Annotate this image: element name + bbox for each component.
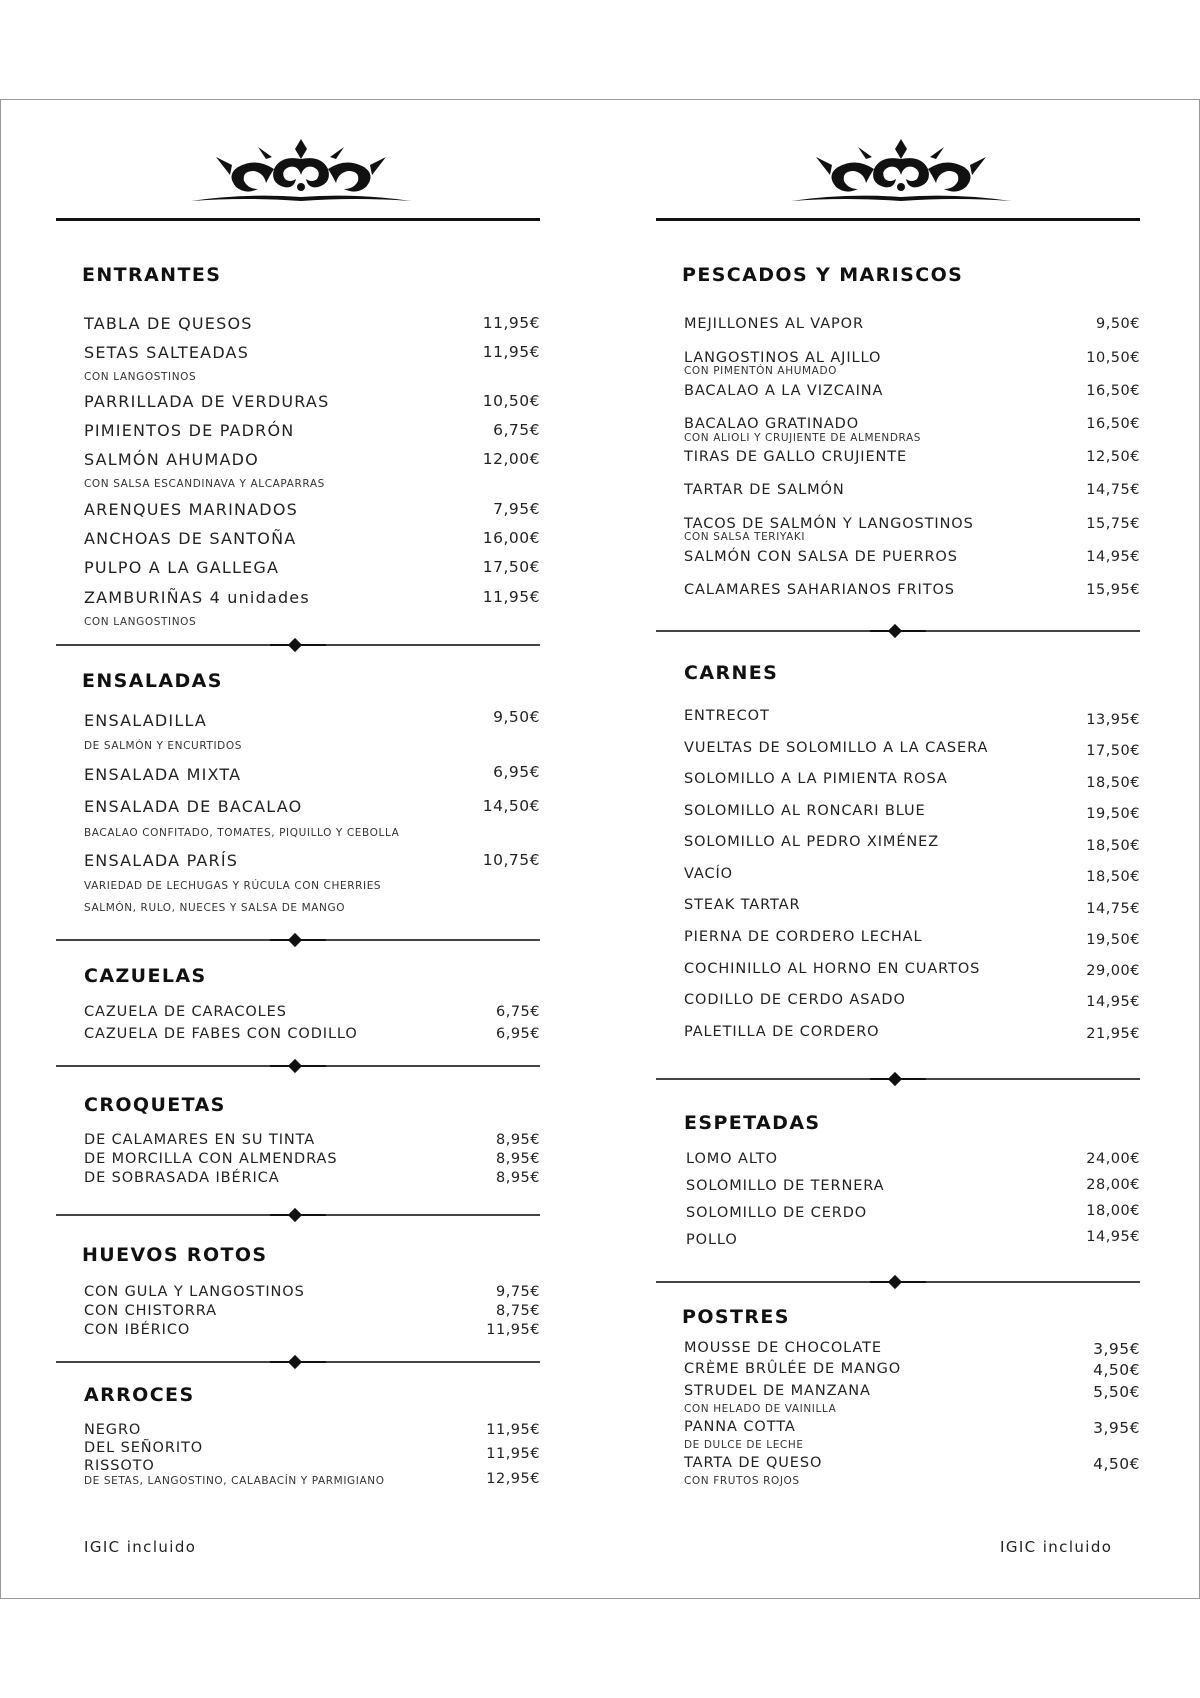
menu-item-price: 8,75€ — [495, 1303, 540, 1319]
menu-item-description: DE SETAS, LANGOSTINO, CALABACÍN Y PARMIGIANO — [84, 1475, 385, 1487]
menu-item-name: BACALAO GRATINADO — [684, 416, 860, 432]
ornament-flourish-icon — [786, 135, 1016, 215]
menu-item-name: BACALAO A LA VIZCAINA — [684, 383, 884, 399]
menu-item-name: NEGRO — [84, 1422, 142, 1438]
menu-item-price: 4,50€ — [1093, 1361, 1140, 1379]
menu-item-name: SOLOMILLO A LA PIMIENTA ROSA — [684, 771, 948, 787]
menu-item-price: 11,95€ — [486, 1422, 540, 1438]
section-divider — [56, 1058, 540, 1074]
menu-item-price: 9,50€ — [493, 708, 540, 726]
menu-item-price: 18,00€ — [1086, 1203, 1140, 1219]
menu-item-name: POLLO — [686, 1232, 738, 1248]
menu-item-name: PIERNA DE CORDERO LECHAL — [684, 929, 923, 945]
menu-item-name: ANCHOAS DE SANTOÑA — [84, 529, 297, 548]
menu-item-price: 3,95€ — [1093, 1340, 1140, 1358]
menu-item-price: 9,50€ — [1095, 316, 1140, 332]
menu-item-description: CON LANGOSTINOS — [84, 371, 197, 383]
section-divider — [56, 1207, 540, 1223]
menu-item-description: CON PIMENTÓN AHUMADO — [684, 365, 837, 377]
menu-item-name: ENSALADA DE BACALAO — [84, 797, 303, 816]
menu-item-name: CALAMARES SAHARIANOS FRITOS — [684, 582, 955, 598]
section-divider — [656, 623, 1140, 639]
menu-item-name: TABLA DE QUESOS — [84, 314, 253, 333]
menu-item-price: 7,95€ — [493, 500, 540, 518]
menu-item-description: DE DULCE DE LECHE — [684, 1439, 804, 1451]
menu-item-name: PANNA COTTA — [684, 1419, 796, 1435]
menu-item-price: 11,95€ — [482, 314, 540, 332]
page-frame-left — [0, 99, 1, 1599]
header-rule — [56, 218, 540, 221]
menu-item-price: 16,50€ — [1086, 416, 1140, 432]
menu-item-name: ENSALADA PARÍS — [84, 851, 239, 870]
section-title-entrantes: ENTRANTES — [82, 264, 222, 286]
menu-item-price: 11,95€ — [486, 1322, 540, 1338]
page-frame-top — [0, 99, 1200, 100]
tax-note: IGIC incluido — [84, 1538, 197, 1556]
menu-item-description: DE SALMÓN Y ENCURTIDOS — [84, 740, 242, 752]
menu-item-name: MEJILLONES AL VAPOR — [684, 316, 864, 332]
menu-item-name: CON GULA Y LANGOSTINOS — [84, 1284, 305, 1300]
menu-item-name: ENSALADA MIXTA — [84, 765, 242, 784]
menu-item-price: 28,00€ — [1086, 1177, 1140, 1193]
menu-item-price: 10,50€ — [482, 392, 540, 410]
menu-item-name: ARENQUES MARINADOS — [84, 500, 298, 519]
menu-item-price: 11,95€ — [482, 588, 540, 606]
menu-item-price: 8,95€ — [495, 1132, 540, 1148]
menu-item-price: 15,75€ — [1086, 516, 1140, 532]
menu-item-name: CRÈME BRÛLÉE DE MANGO — [684, 1361, 902, 1377]
menu-item-name: TARTA DE QUESO — [684, 1455, 823, 1471]
menu-item-name: PULPO A LA GALLEGA — [84, 558, 280, 577]
section-title-carnes: CARNES — [684, 662, 779, 684]
menu-item-name: DEL SEÑORITO — [84, 1440, 204, 1456]
section-divider — [56, 1354, 540, 1370]
menu-item-price: 11,95€ — [486, 1446, 540, 1462]
section-divider — [656, 1274, 1140, 1290]
menu-item-name: SETAS SALTEADAS — [84, 343, 250, 362]
menu-item-name: PARRILLADA DE VERDURAS — [84, 392, 330, 411]
menu-item-name: MOUSSE DE CHOCOLATE — [684, 1340, 882, 1356]
header-rule — [656, 218, 1140, 221]
menu-item-price: 16,00€ — [482, 529, 540, 547]
menu-item-description: CON LANGOSTINOS — [84, 616, 197, 628]
menu-item-price: 15,95€ — [1086, 582, 1140, 598]
menu-item-name: SOLOMILLO AL PEDRO XIMÉNEZ — [684, 834, 940, 850]
tax-note: IGIC incluido — [1000, 1538, 1113, 1556]
menu-item-price: 17,50€ — [482, 558, 540, 576]
menu-item-name: SALMÓN CON SALSA DE PUERROS — [684, 549, 958, 565]
menu-item-description: BACALAO CONFITADO, TOMATES, PIQUILLO Y CEBOLLA — [84, 827, 400, 839]
menu-item-price: 29,00€ — [1086, 963, 1140, 979]
menu-item-description: CON SALSA ESCANDINAVA Y ALCAPARRAS — [84, 478, 325, 490]
menu-item-description: SALMÓN, RULO, NUECES Y SALSA DE MANGO — [84, 902, 346, 914]
menu-item-price: 6,75€ — [493, 421, 540, 439]
menu-item-name: ZAMBURIÑAS 4 unidades — [84, 588, 310, 607]
section-divider — [656, 1071, 1140, 1087]
section-title-cazuelas: CAZUELAS — [84, 965, 207, 987]
menu-item-price: 14,75€ — [1086, 901, 1140, 917]
menu-item-price: 6,95€ — [493, 763, 540, 781]
menu-item-price: 14,95€ — [1086, 994, 1140, 1010]
section-title-huevos-rotos: HUEVOS ROTOS — [82, 1244, 268, 1266]
menu-item-description: VARIEDAD DE LECHUGAS Y RÚCULA CON CHERRIES — [84, 880, 382, 892]
menu-item-description: CON ALIOLI Y CRUJIENTE DE ALMENDRAS — [684, 432, 922, 444]
menu-item-description: CON HELADO DE VAINILLA — [684, 1403, 837, 1415]
menu-item-name: ENSALADILLA — [84, 711, 208, 730]
menu-item-name: TIRAS DE GALLO CRUJIENTE — [684, 449, 908, 465]
section-title-espetadas: ESPETADAS — [684, 1112, 821, 1134]
menu-item-price: 3,95€ — [1093, 1419, 1140, 1437]
menu-item-name: ENTRECOT — [684, 708, 770, 724]
menu-item-name: LANGOSTINOS AL AJILLO — [684, 350, 882, 366]
menu-item-name: SALMÓN AHUMADO — [84, 450, 259, 469]
section-title-arroces: ARROCES — [84, 1384, 195, 1406]
menu-item-price: 11,95€ — [482, 343, 540, 361]
menu-item-price: 17,50€ — [1086, 743, 1140, 759]
menu-item-price: 10,75€ — [482, 851, 540, 869]
menu-item-name: SOLOMILLO DE TERNERA — [686, 1178, 885, 1194]
menu-item-price: 14,75€ — [1086, 482, 1140, 498]
menu-item-name: DE MORCILLA CON ALMENDRAS — [84, 1151, 338, 1167]
menu-item-price: 6,95€ — [495, 1026, 540, 1042]
menu-item-name: CAZUELA DE FABES CON CODILLO — [84, 1026, 358, 1042]
menu-item-price: 13,95€ — [1086, 712, 1140, 728]
menu-item-price: 8,95€ — [495, 1151, 540, 1167]
menu-item-name: RISSOTO — [84, 1458, 155, 1474]
menu-item-name: COCHINILLO AL HORNO EN CUARTOS — [684, 961, 981, 977]
menu-item-price: 14,95€ — [1086, 549, 1140, 565]
menu-item-name: CON CHISTORRA — [84, 1303, 217, 1319]
menu-item-price: 9,75€ — [495, 1284, 540, 1300]
menu-item-name: LOMO ALTO — [686, 1151, 778, 1167]
ornament-flourish-icon — [186, 135, 416, 215]
menu-item-name: VUELTAS DE SOLOMILLO A LA CASERA — [684, 740, 989, 756]
section-divider — [56, 932, 540, 948]
menu-item-name: CON IBÉRICO — [84, 1322, 191, 1338]
menu-item-price: 12,50€ — [1086, 449, 1140, 465]
menu-item-price: 12,00€ — [482, 450, 540, 468]
menu-item-price: 19,50€ — [1086, 806, 1140, 822]
menu-item-price: 6,75€ — [495, 1004, 540, 1020]
menu-item-price: 5,50€ — [1093, 1383, 1140, 1401]
menu-item-price: 14,50€ — [482, 797, 540, 815]
section-title-pescados: PESCADOS Y MARISCOS — [682, 264, 964, 286]
menu-item-name: PALETILLA DE CORDERO — [684, 1024, 880, 1040]
menu-item-name: TACOS DE SALMÓN Y LANGOSTINOS — [684, 516, 974, 532]
page-frame-bottom — [0, 1598, 1200, 1599]
menu-item-name: STEAK TARTAR — [684, 897, 801, 913]
menu-item-price: 19,50€ — [1086, 932, 1140, 948]
menu-item-price: 18,50€ — [1086, 775, 1140, 791]
menu-item-price: 16,50€ — [1086, 383, 1140, 399]
menu-item-name: STRUDEL DE MANZANA — [684, 1383, 871, 1399]
menu-item-name: TARTAR DE SALMÓN — [684, 482, 845, 498]
menu-item-price: 24,00€ — [1086, 1151, 1140, 1167]
menu-item-price: 10,50€ — [1086, 350, 1140, 366]
menu-item-name: SOLOMILLO AL RONCARI BLUE — [684, 803, 926, 819]
section-title-postres: POSTRES — [682, 1306, 790, 1328]
menu-item-price: 14,95€ — [1086, 1229, 1140, 1245]
menu-item-name: SOLOMILLO DE CERDO — [686, 1205, 868, 1221]
menu-item-name: PIMIENTOS DE PADRÓN — [84, 421, 295, 440]
menu-item-price: 18,50€ — [1086, 838, 1140, 854]
menu-item-name: CODILLO DE CERDO ASADO — [684, 992, 906, 1008]
section-title-croquetas: CROQUETAS — [84, 1094, 226, 1116]
menu-item-description: CON SALSA TERIYAKI — [684, 531, 806, 543]
menu-item-name: VACÍO — [684, 866, 733, 882]
menu-item-name: DE SOBRASADA IBÉRICA — [84, 1170, 280, 1186]
menu-item-price: 8,95€ — [495, 1170, 540, 1186]
section-title-ensaladas: ENSALADAS — [82, 670, 223, 692]
menu-item-name: DE CALAMARES EN SU TINTA — [84, 1132, 316, 1148]
menu-item-price: 4,50€ — [1093, 1455, 1140, 1473]
menu-item-price: 12,95€ — [486, 1471, 540, 1487]
section-divider — [56, 637, 540, 653]
menu-item-price: 21,95€ — [1086, 1026, 1140, 1042]
menu-item-name: CAZUELA DE CARACOLES — [84, 1004, 287, 1020]
menu-item-price: 18,50€ — [1086, 869, 1140, 885]
menu-item-description: CON FRUTOS ROJOS — [684, 1475, 800, 1487]
